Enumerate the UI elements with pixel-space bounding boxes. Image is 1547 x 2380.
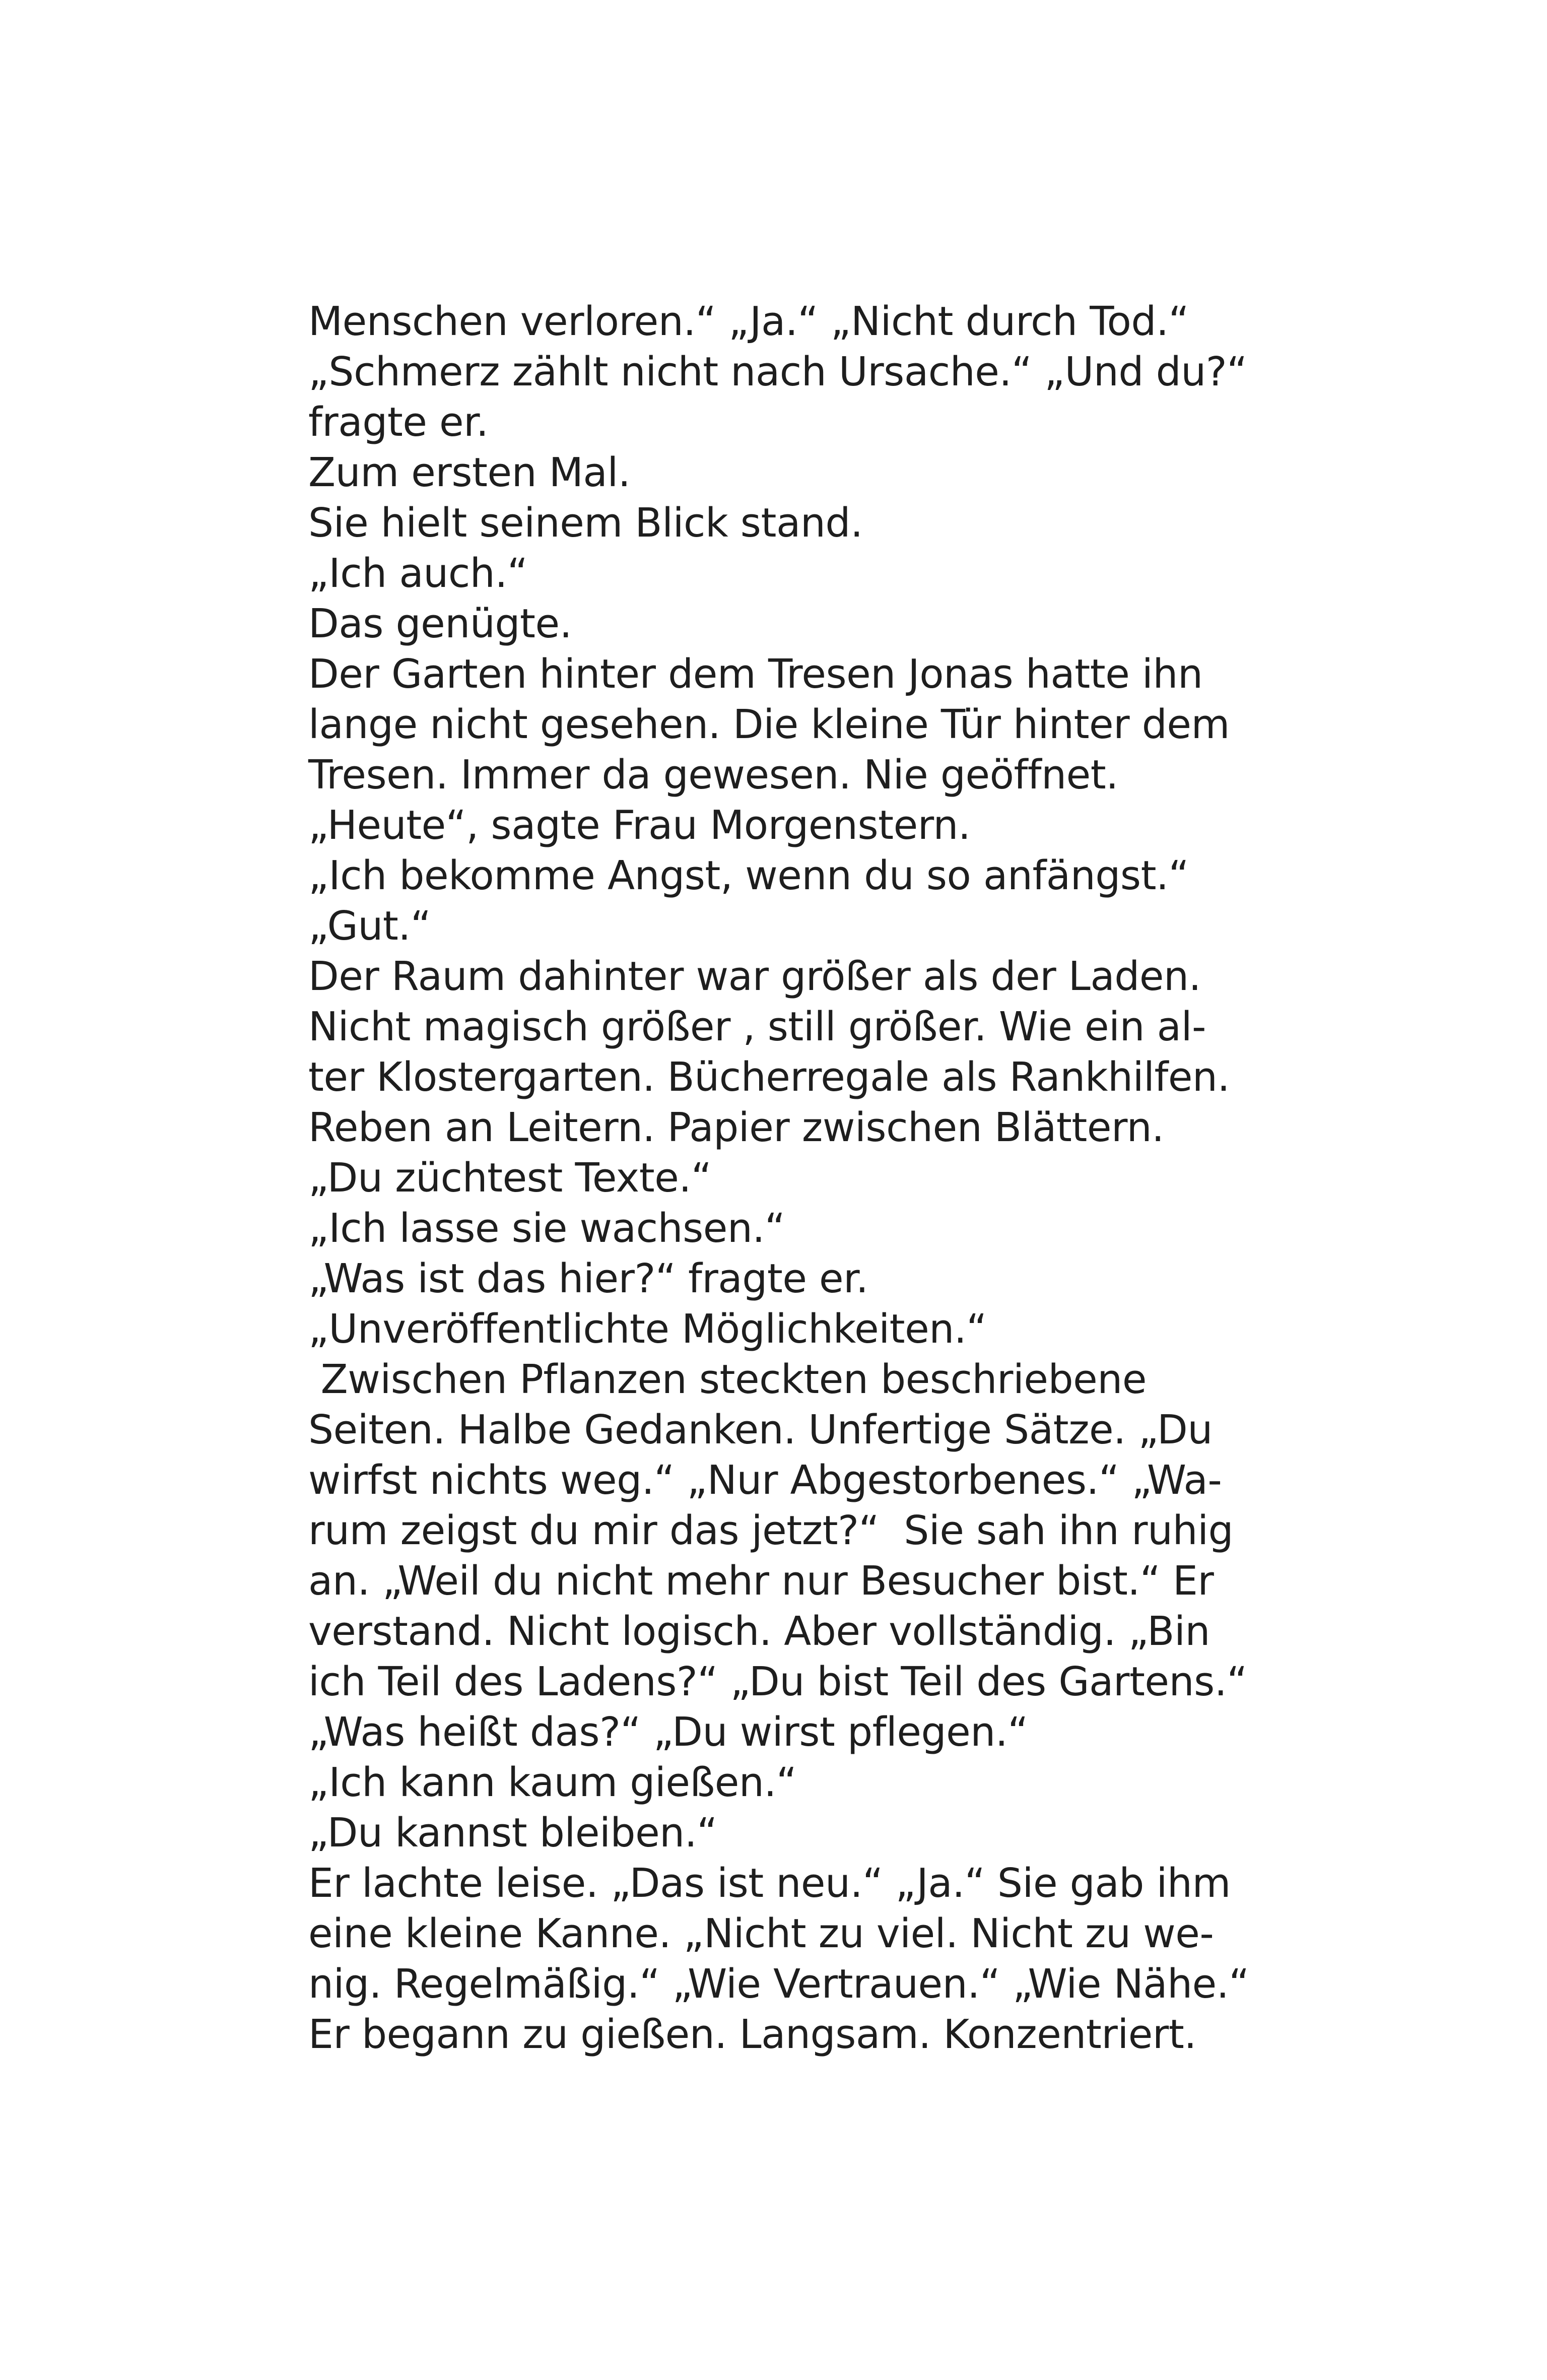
text-line: „Heute“, sagte Frau Morgenstern.: [308, 802, 971, 848]
text-line: „Ich lasse sie wachsen.“: [308, 1205, 785, 1251]
text-line: Zwischen Pflanzen steckten beschriebene: [308, 1356, 1147, 1403]
text-line: „Du züchtest Texte.“: [308, 1155, 712, 1201]
text-line: Zum ersten Mal.: [308, 449, 631, 496]
text-line: an. „Weil du nicht mehr nur Besucher bist.“ Er: [308, 1558, 1214, 1604]
text-line: Sie hielt seinem Blick stand.: [308, 500, 863, 546]
text-line: „Gut.“: [308, 903, 431, 949]
text-line: nig. Regelmäßig.“ „Wie Vertrauen.“ „Wie Nähe.“: [308, 1961, 1249, 2007]
text-line: Er begann zu gießen. Langsam. Konzentriert.: [308, 2011, 1196, 2058]
text-line: Seiten. Halbe Gedanken. Unfertige Sätze. „Du: [308, 1407, 1213, 1453]
text-line: Der Raum dahinter war größer als der Laden.: [308, 953, 1201, 1000]
text-line: „Was heißt das?“ „Du wirst pflegen.“: [308, 1709, 1028, 1755]
text-line: Nicht magisch größer , still größer. Wie ein al-: [308, 1004, 1206, 1050]
text-line: ter Klostergarten. Bücherregale als Rankhilfen.: [308, 1054, 1230, 1100]
text-line: Das genügte.: [308, 601, 572, 647]
text-line: „Was ist das hier?“ fragte er.: [308, 1255, 868, 1302]
text-line: verstand. Nicht logisch. Aber vollständig. „Bin: [308, 1608, 1210, 1655]
text-line: ich Teil des Ladens?“ „Du bist Teil des Gartens.“: [308, 1659, 1247, 1705]
text-line: „Schmerz zählt nicht nach Ursache.“ „Und du?“: [308, 349, 1247, 395]
text-line: „Ich bekomme Angst, wenn du so anfängst.“: [308, 852, 1189, 899]
text-line: lange nicht gesehen. Die kleine Tür hinter dem: [308, 701, 1230, 748]
text-line: „Ich kann kaum gießen.“: [308, 1759, 797, 1806]
text-line: Er lachte leise. „Das ist neu.“ „Ja.“ Sie gab ihm: [308, 1860, 1231, 1906]
text-line: rum zeigst du mir das jetzt?“ Sie sah ihn ruhig: [308, 1507, 1234, 1554]
text-line: Reben an Leitern. Papier zwischen Blättern.: [308, 1104, 1164, 1151]
text-line: eine kleine Kanne. „Nicht zu viel. Nicht zu we-: [308, 1910, 1214, 1957]
text-line: „Unveröffentlichte Möglichkeiten.“: [308, 1306, 987, 1352]
text-line: Tresen. Immer da gewesen. Nie geöffnet.: [308, 752, 1118, 798]
text-line: fragte er.: [308, 399, 489, 445]
body-text: [308, 296, 1265, 2060]
text-line: Der Garten hinter dem Tresen Jonas hatte ihn: [308, 651, 1203, 697]
text-line: wirfst nichts weg.“ „Nur Abgestorbenes.“ „Wa-: [308, 1457, 1222, 1503]
text-line: „Ich auch.“: [308, 550, 528, 597]
text-line: Menschen verloren.“ „Ja.“ „Nicht durch Tod.“: [308, 298, 1189, 345]
text-line: „Du kannst bleiben.“: [308, 1810, 717, 1856]
